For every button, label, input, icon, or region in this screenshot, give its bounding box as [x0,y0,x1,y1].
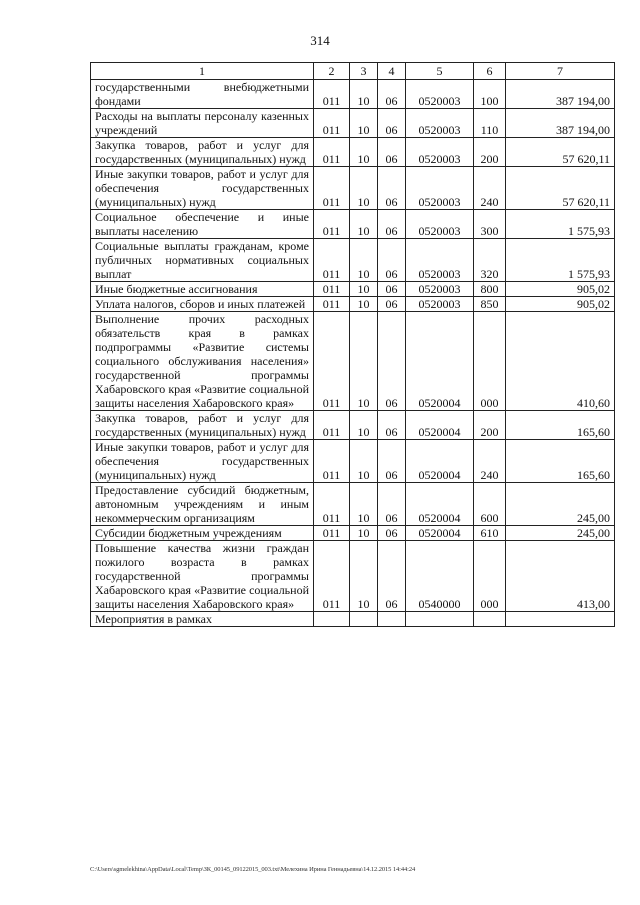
header-cell-1: 1 [91,63,314,80]
header-cell-2: 2 [314,63,350,80]
code-cell-5: 0520003 [406,109,474,138]
table-header [91,63,615,80]
amount-cell [506,612,615,627]
code-cell-4: 06 [378,282,406,297]
code-cell-3: 10 [350,440,378,483]
amount-cell: 413,00 [506,541,615,612]
budget-table [90,62,615,627]
code-cell-6: 610 [474,526,506,541]
amount-cell: 165,60 [506,411,615,440]
code-cell-3: 10 [350,239,378,282]
code-cell-4: 06 [378,297,406,312]
code-cell-4: 06 [378,167,406,210]
code-cell-2: 011 [314,312,350,411]
code-cell-3 [350,612,378,627]
code-cell-3: 10 [350,526,378,541]
code-cell-3: 10 [350,282,378,297]
code-cell-6: 240 [474,167,506,210]
code-cell-4: 06 [378,483,406,526]
table-row [91,612,615,627]
code-cell-5: 0520004 [406,411,474,440]
code-cell-5: 0520004 [406,440,474,483]
row-name-cell: Субсидии бюджетным учреждениям [91,526,314,541]
code-cell-4: 06 [378,440,406,483]
code-cell-2: 011 [314,167,350,210]
table-row [91,239,615,282]
code-cell-2: 011 [314,210,350,239]
code-cell-3: 10 [350,167,378,210]
row-name-cell: Предоставление субсидий бюджетным, автономным учреждениям и иным некоммерческим организациям [91,483,314,526]
code-cell-6: 320 [474,239,506,282]
code-cell-6: 200 [474,138,506,167]
amount-cell: 905,02 [506,282,615,297]
code-cell-5: 0520003 [406,210,474,239]
code-cell-6: 100 [474,80,506,109]
code-cell-2: 011 [314,138,350,167]
code-cell-5: 0520003 [406,80,474,109]
code-cell-3: 10 [350,210,378,239]
code-cell-4 [378,612,406,627]
code-cell-6 [474,612,506,627]
code-cell-5: 0520003 [406,282,474,297]
code-cell-6: 300 [474,210,506,239]
code-cell-2: 011 [314,297,350,312]
row-name-cell: Иные закупки товаров, работ и услуг для обеспечения государственных (муниципальных) нужд [91,440,314,483]
amount-cell: 165,60 [506,440,615,483]
code-cell-4: 06 [378,411,406,440]
code-cell-2: 011 [314,80,350,109]
code-cell-4: 06 [378,541,406,612]
code-cell-4: 06 [378,138,406,167]
amount-cell: 387 194,00 [506,80,615,109]
row-name-cell: Повышение качества жизни граждан пожилого возраста в рамках государственной программы Хабаровского края «Развитие социальной защиты населения Хабаровского края» [91,541,314,612]
row-name-cell: Социальные выплаты гражданам, кроме публичных нормативных социальных выплат [91,239,314,282]
row-name-cell: Иные закупки товаров, работ и услуг для обеспечения государственных (муниципальных) нужд [91,167,314,210]
header-cell-5: 5 [406,63,474,80]
code-cell-6: 240 [474,440,506,483]
row-name-cell: Мероприятия в рамках [91,612,314,627]
header-row [91,63,615,80]
table-row [91,483,615,526]
header-cell-6: 6 [474,63,506,80]
code-cell-3: 10 [350,541,378,612]
header-cell-3: 3 [350,63,378,80]
row-name-cell: Расходы на выплаты персоналу казенных учреждений [91,109,314,138]
row-name-cell: Закупка товаров, работ и услуг для государственных (муниципальных) нужд [91,411,314,440]
amount-cell: 57 620,11 [506,138,615,167]
code-cell-6: 200 [474,411,506,440]
code-cell-2: 011 [314,541,350,612]
code-cell-4: 06 [378,526,406,541]
code-cell-3: 10 [350,80,378,109]
amount-cell: 245,00 [506,526,615,541]
row-name-cell: Уплата налогов, сборов и иных платежей [91,297,314,312]
row-name-cell: Выполнение прочих расходных обязательств края в рамках подпрограммы «Развитие системы социального обслуживания населения» государственной программы Хабаровского края «Развитие социальной защиты населения Хабаровского края» [91,312,314,411]
header-cell-7: 7 [506,63,615,80]
code-cell-5: 0540000 [406,541,474,612]
code-cell-2: 011 [314,526,350,541]
code-cell-5: 0520004 [406,483,474,526]
amount-cell: 410,60 [506,312,615,411]
amount-cell: 387 194,00 [506,109,615,138]
code-cell-6: 110 [474,109,506,138]
code-cell-5: 0520004 [406,312,474,411]
code-cell-4: 06 [378,80,406,109]
table-row [91,109,615,138]
code-cell-3: 10 [350,483,378,526]
code-cell-5: 0520003 [406,297,474,312]
code-cell-2: 011 [314,109,350,138]
table-row [91,210,615,239]
table-row [91,297,615,312]
code-cell-6: 600 [474,483,506,526]
table-row [91,282,615,297]
row-name-cell: Социальное обеспечение и иные выплаты населению [91,210,314,239]
table-body [91,80,615,627]
code-cell-6: 800 [474,282,506,297]
footer-path: C:\Users\sgmelekhina\AppData\Local\Temp\ЗК_00145_09122015_003.txt\Мелехина Ирина Геннадьевна\14.12.2015 14:44:24 [90,866,416,873]
amount-cell: 57 620,11 [506,167,615,210]
code-cell-2: 011 [314,239,350,282]
code-cell-5: 0520003 [406,239,474,282]
amount-cell: 905,02 [506,297,615,312]
code-cell-3: 10 [350,297,378,312]
table-row [91,80,615,109]
page-number: 314 [310,33,330,48]
code-cell-2: 011 [314,483,350,526]
code-cell-5: 0520003 [406,138,474,167]
code-cell-4: 06 [378,210,406,239]
header-cell-4: 4 [378,63,406,80]
amount-cell: 1 575,93 [506,210,615,239]
amount-cell: 1 575,93 [506,239,615,282]
code-cell-2 [314,612,350,627]
code-cell-3: 10 [350,138,378,167]
table-row [91,541,615,612]
code-cell-6: 000 [474,312,506,411]
row-name-cell: Закупка товаров, работ и услуг для государственных (муниципальных) нужд [91,138,314,167]
table-row [91,167,615,210]
amount-cell: 245,00 [506,483,615,526]
table-row [91,526,615,541]
code-cell-4: 06 [378,239,406,282]
code-cell-4: 06 [378,109,406,138]
code-cell-2: 011 [314,282,350,297]
code-cell-6: 850 [474,297,506,312]
code-cell-4: 06 [378,312,406,411]
table-row [91,138,615,167]
code-cell-3: 10 [350,109,378,138]
code-cell-5: 0520004 [406,526,474,541]
row-name-cell: государственными внебюджетными фондами [91,80,314,109]
row-name-cell: Иные бюджетные ассигнования [91,282,314,297]
table-row [91,411,615,440]
code-cell-2: 011 [314,440,350,483]
code-cell-2: 011 [314,411,350,440]
table-row [91,440,615,483]
code-cell-5: 0520003 [406,167,474,210]
code-cell-3: 10 [350,312,378,411]
code-cell-5 [406,612,474,627]
code-cell-3: 10 [350,411,378,440]
code-cell-6: 000 [474,541,506,612]
table-row [91,312,615,411]
